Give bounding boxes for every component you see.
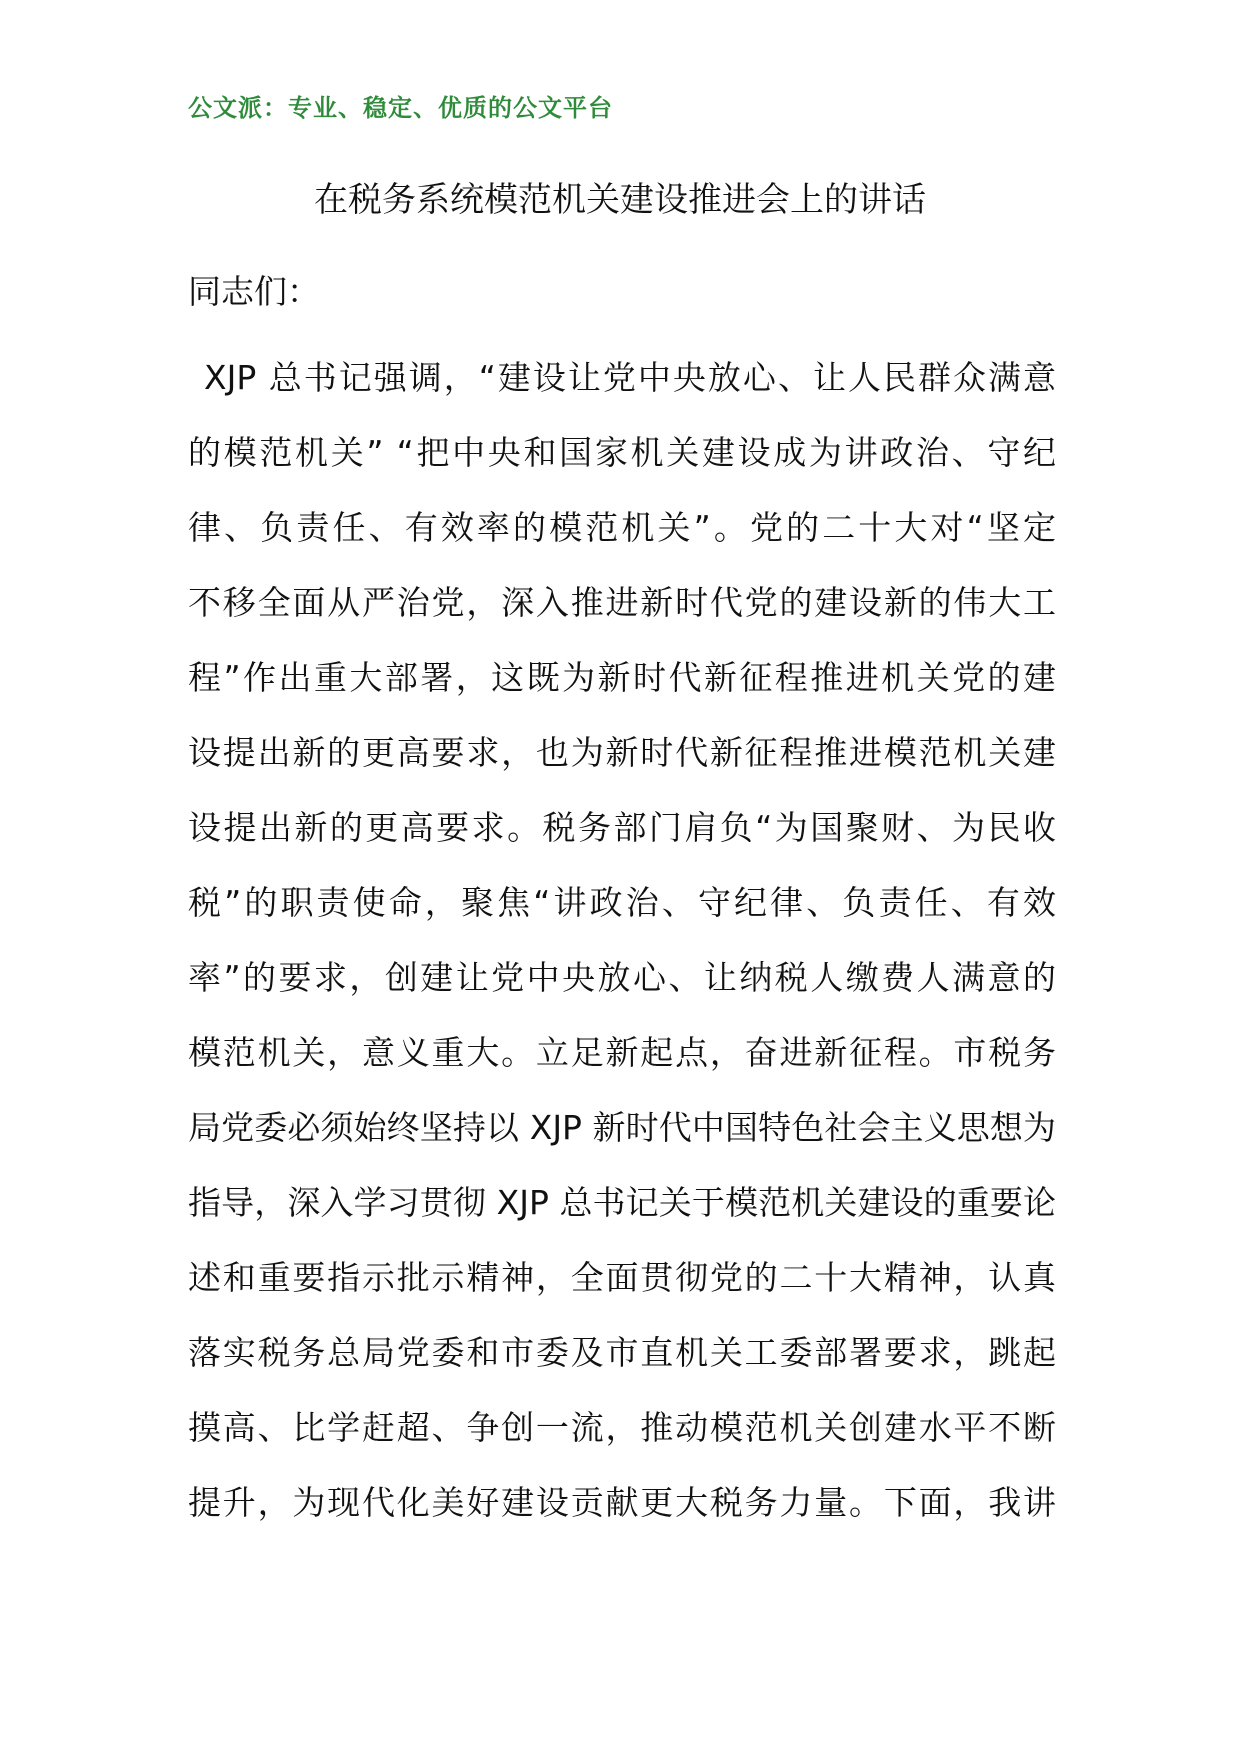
body-line: 指导，深入学习贯彻 XJP 总书记关于模范机关建设的重要论 — [188, 1183, 1056, 1222]
body-line: 的模范机关” “把中央和国家机关建设成为讲政治、守纪 — [188, 433, 1056, 472]
body-text — [188, 358, 1056, 1558]
document-title: 在税务系统模范机关建设推进会上的讲话 — [314, 180, 926, 220]
body-line: 律、负责任、有效率的模范机关”。党的二十大对“坚定 — [188, 508, 1056, 547]
body-line: 税”的职责使命，聚焦“讲政治、守纪律、负责任、有效 — [188, 883, 1056, 922]
body-line: 设提出新的更高要求，也为新时代新征程推进模范机关建 — [188, 733, 1056, 772]
brand-header: 公文派：专业、稳定、优质的公文平台 — [188, 94, 613, 122]
body-line: 不移全面从严治党，深入推进新时代党的建设新的伟大工 — [188, 583, 1056, 622]
salutation: 同志们： — [188, 272, 320, 311]
body-line: 模范机关，意义重大。立足新起点，奋进新征程。市税务 — [188, 1033, 1056, 1072]
body-line: XJP 总书记强调，“建设让党中央放心、让人民群众满意 — [204, 358, 1056, 397]
body-line: 率”的要求，创建让党中央放心、让纳税人缴费人满意的 — [188, 958, 1056, 997]
body-line: 落实税务总局党委和市委及市直机关工委部署要求，跳起 — [188, 1333, 1056, 1372]
body-line: 局党委必须始终坚持以 XJP 新时代中国特色社会主义思想为 — [188, 1108, 1056, 1147]
body-line: 提升，为现代化美好建设贡献更大税务力量。下面，我讲 — [188, 1483, 1056, 1522]
body-line: 设提出新的更高要求。税务部门肩负“为国聚财、为民收 — [188, 808, 1056, 847]
body-line: 摸高、比学赶超、争创一流，推动模范机关创建水平不断 — [188, 1408, 1056, 1447]
body-line: 程”作出重大部署，这既为新时代新征程推进机关党的建 — [188, 658, 1056, 697]
body-line: 述和重要指示批示精神，全面贯彻党的二十大精神，认真 — [188, 1258, 1056, 1297]
